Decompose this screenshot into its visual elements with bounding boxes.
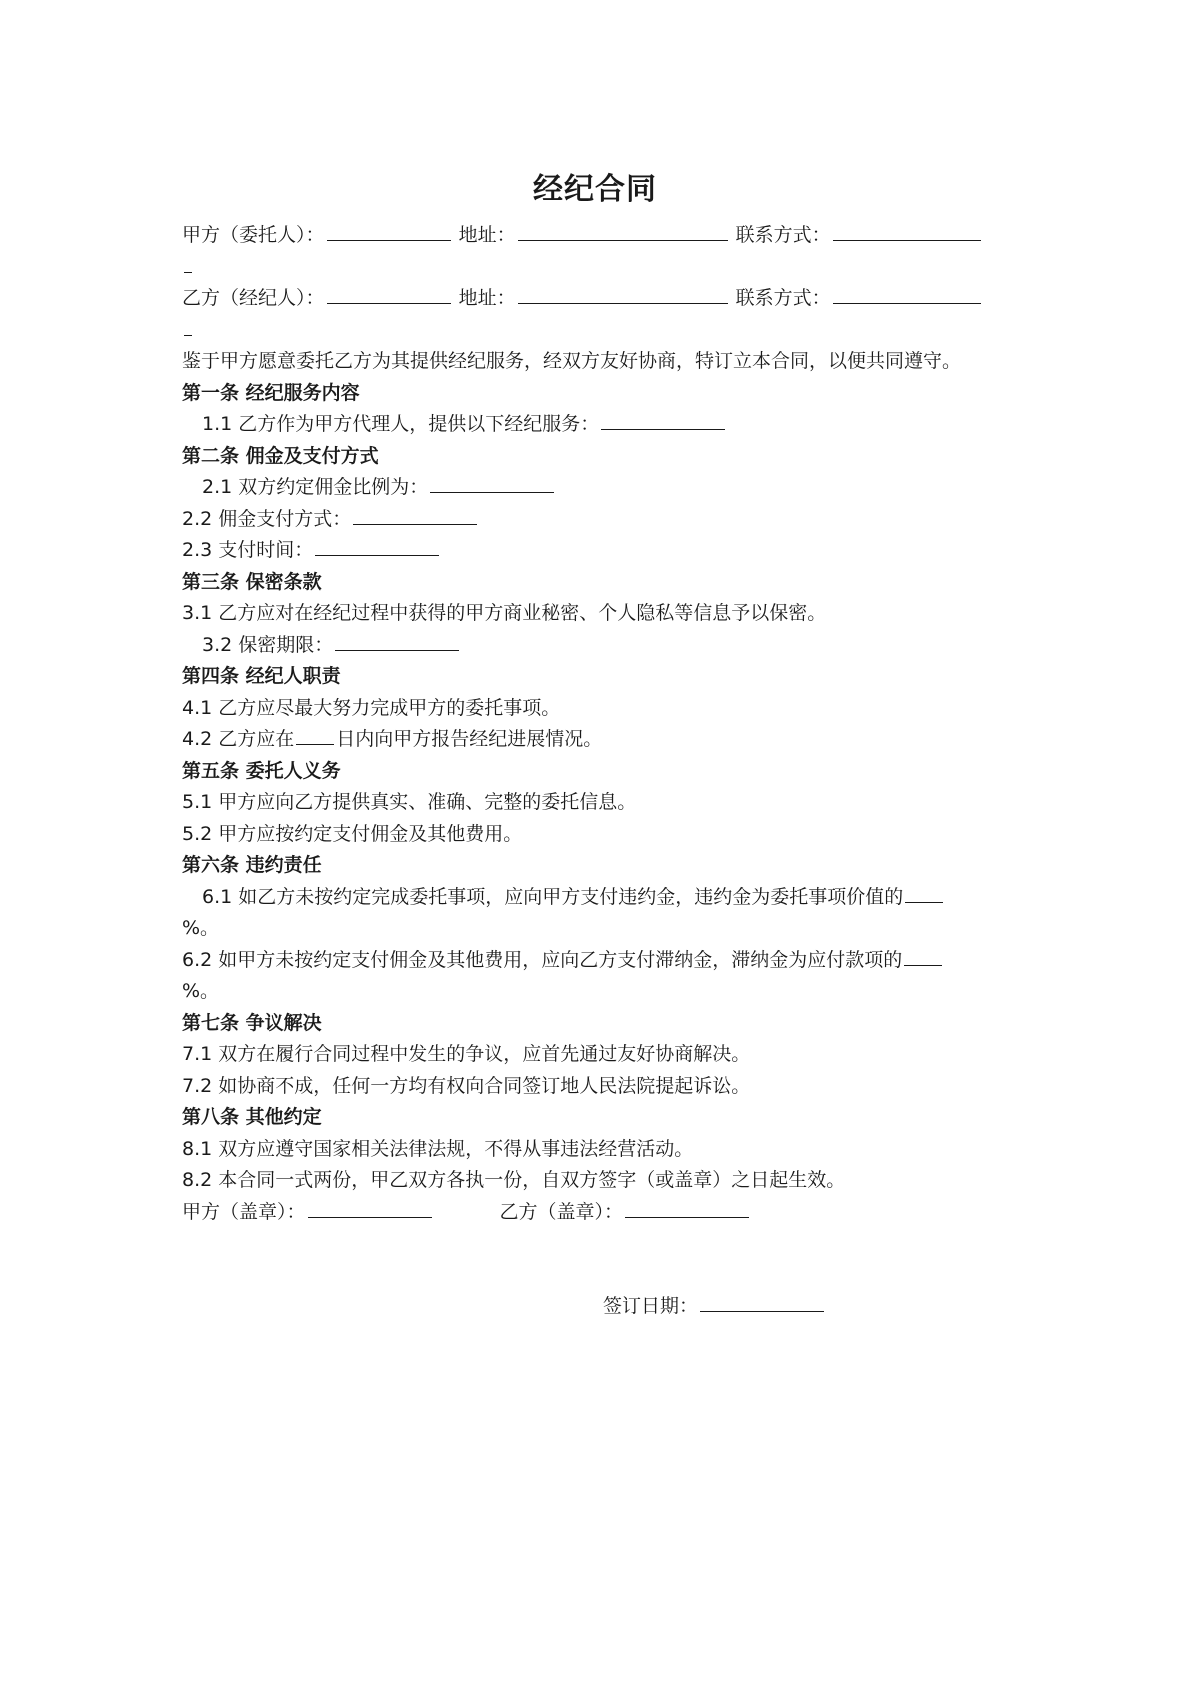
party-b-contact-label: 联系方式：: [735, 287, 831, 309]
clause-6-2: [182, 945, 1022, 977]
article-6-heading: 第六条 违约责任: [182, 854, 322, 876]
article-5-heading: 第五条 委托人义务: [182, 759, 341, 782]
party-a-address-blank: [518, 220, 728, 241]
clause-2-3: [182, 535, 1022, 567]
clause-3-2-blank: [335, 630, 459, 651]
clause-7-1: 7.1 双方在履行合同过程中发生的争议，应首先通过友好协商解决。: [182, 1043, 751, 1065]
party-a-name-blank: [327, 220, 451, 241]
clause-3-1: 3.1 乙方应对在经纪过程中获得的甲方商业秘密、个人隐私等信息予以保密。: [182, 602, 827, 624]
clause-2-1: [182, 472, 1022, 504]
clause-8-2: 8.2 本合同一式两份，甲乙双方各执一份，自双方签字（或盖章）之日起生效。: [182, 1169, 846, 1191]
party-a-label: 甲方（委托人）：: [182, 224, 325, 246]
contract-body: [182, 220, 1022, 1228]
party-b-contact-blank: [833, 283, 981, 304]
party-b-seal-blank: [625, 1197, 749, 1218]
signing-date-line: [603, 1291, 826, 1323]
preamble-paragraph: 鉴于甲方愿意委托乙方为其提供经纪服务，经双方友好协商，特订立本合同，以便共同遵守。: [182, 350, 962, 372]
party-a-contact-label: 联系方式：: [735, 224, 831, 246]
party-a-overflow-line: [182, 252, 1022, 284]
clause-1-1-text: 1.1 乙方作为甲方代理人，提供以下经纪服务：: [202, 413, 600, 435]
clause-2-1-blank: [430, 472, 554, 493]
clause-4-1: 4.1 乙方应尽最大努力完成甲方的委托事项。: [182, 696, 561, 719]
party-b-seal-label: 乙方（盖章）：: [499, 1200, 624, 1223]
clause-1-1-blank: [601, 409, 725, 430]
clause-6-1-blank: [905, 882, 943, 903]
clause-4-2-blank: [296, 724, 334, 745]
article-2-heading: 第二条 佣金及支付方式: [182, 444, 379, 467]
party-b-address-blank: [518, 283, 728, 304]
party-b-contact-blank-overflow: [184, 315, 192, 336]
clause-7-2: 7.2 如协商不成，任何一方均有权向合同签订地人民法院提起诉讼。: [182, 1074, 751, 1097]
clause-6-1: [182, 882, 1022, 914]
article-7-heading: 第七条 争议解决: [182, 1011, 322, 1034]
party-a-contact-blank-overflow: [184, 252, 192, 273]
clause-3-2-text: 3.2 保密期限：: [202, 633, 334, 656]
article-1-heading: 第一条 经纪服务内容: [182, 381, 360, 404]
party-b-line: [182, 283, 1022, 315]
party-a-seal-blank: [308, 1197, 432, 1218]
clause-6-2-percent: %。: [182, 980, 220, 1002]
page-title: 经纪合同: [533, 172, 657, 207]
clause-4-2-text-start: 4.2 乙方应在: [182, 728, 295, 750]
clause-5-2: 5.2 甲方应按约定支付佣金及其他费用。: [182, 822, 523, 845]
party-a-seal-label: 甲方（盖章）：: [182, 1200, 306, 1223]
party-a-contact-blank: [833, 220, 981, 241]
clause-2-2-text: 2.2 佣金支付方式：: [182, 507, 352, 530]
clause-6-2-blank: [904, 945, 942, 966]
article-8-heading: 第八条 其他约定: [182, 1106, 322, 1128]
party-b-name-blank: [327, 283, 451, 304]
clause-6-2-text: 6.2 如甲方未按约定支付佣金及其他费用，应向乙方支付滞纳金，滞纳金为应付款项的: [182, 948, 903, 971]
article-4-heading: 第四条 经纪人职责: [182, 665, 341, 687]
clause-2-3-blank: [315, 535, 439, 556]
clause-6-1-percent: %。: [182, 917, 220, 939]
signature-line: [182, 1197, 1022, 1229]
party-a-line: [182, 220, 1022, 252]
party-b-overflow-line: [182, 315, 1022, 347]
clause-5-1: 5.1 甲方应向乙方提供真实、准确、完整的委托信息。: [182, 791, 637, 813]
article-3-heading: 第三条 保密条款: [182, 570, 322, 593]
clause-2-3-text: 2.3 支付时间：: [182, 539, 314, 561]
clause-4-2: [182, 724, 1022, 756]
party-b-label: 乙方（经纪人）：: [182, 287, 325, 309]
party-a-address-label: 地址：: [458, 224, 516, 246]
clause-6-1-text: 6.1 如乙方未按约定完成委托事项，应向甲方支付违约金，违约金为委托事项价值的: [202, 885, 904, 908]
signing-date-label: 签订日期：: [603, 1295, 699, 1317]
clause-2-2-blank: [353, 504, 477, 525]
clause-2-2: [182, 504, 1022, 536]
clause-8-1: 8.1 双方应遵守国家相关法律法规，不得从事违法经营活动。: [182, 1137, 694, 1160]
party-b-address-label: 地址：: [458, 287, 516, 309]
clause-3-2: [182, 630, 1022, 662]
clause-2-1-text: 2.1 双方约定佣金比例为：: [202, 476, 429, 498]
clause-4-2-text-end: 日内向甲方报告经纪进展情况。: [336, 728, 603, 750]
signing-date-blank: [700, 1291, 824, 1312]
clause-1-1: [182, 409, 1022, 441]
